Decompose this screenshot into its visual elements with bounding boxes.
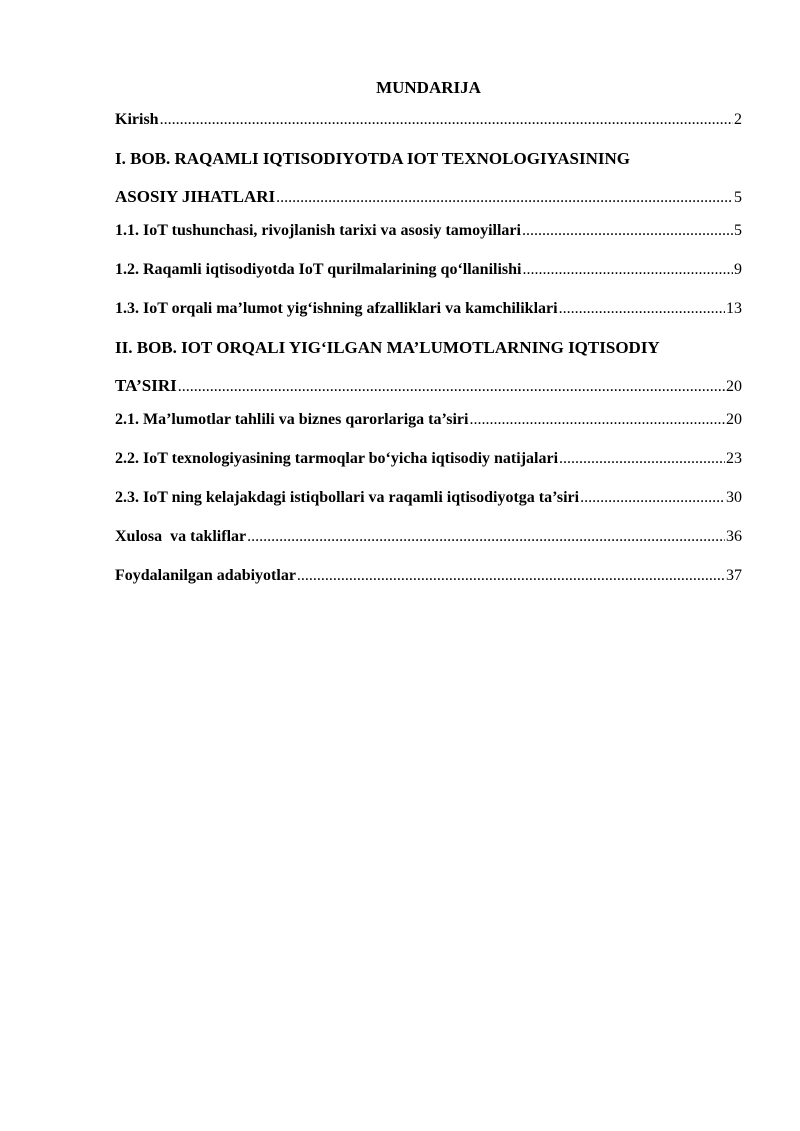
toc-entry-label: Kirish [115,111,159,128]
toc-chapter-heading: I. BOB. RAQAMLI IQTISODIYOTDA IOT TEXNOLOGIYASINING [115,149,631,168]
toc-entry-xulosa[interactable] [115,527,742,547]
toc-entry-page: 5 [734,189,742,206]
dot-leader [469,410,725,430]
toc-entry-1-1[interactable] [115,221,742,241]
toc-entry-label: Foydalanilgan adabiyotlar [115,567,296,584]
toc-entry-kirish[interactable] [115,110,742,130]
toc-entry-2-2[interactable] [115,449,742,469]
toc-entry-label: 1.3. IoT orqali ma’lumot yig‘ishning afzalliklari va kamchiliklari [115,300,558,317]
dot-leader [522,221,733,241]
toc-entry-1-3[interactable] [115,299,742,319]
dot-leader [276,188,733,208]
dot-leader [160,110,733,130]
toc-entry-page: 9 [734,261,742,278]
toc-chapter-heading: II. BOB. IOT ORQALI YIG‘ILGAN MA’LUMOTLARNING IQTISODIY [115,338,660,357]
toc-entry-label: 1.2. Raqamli iqtisodiyotda IoT qurilmalarining qo‘llanilishi [115,261,522,278]
toc-entry-page: 30 [726,489,742,506]
dot-leader [297,566,725,586]
toc-entry-label: 2.2. IoT texnologiyasining tarmoqlar bo‘yicha iqtisodiy natijalari [115,450,559,467]
toc-entry-label: 2.3. IoT ning kelajakdagi istiqbollari va raqamli iqtisodiyotga ta’siri [115,489,580,506]
dot-leader [178,377,725,397]
dot-leader [247,527,725,547]
dot-leader [559,449,725,469]
dot-leader [559,299,725,319]
toc-entry-label: ASOSIY JIHATLARI [115,187,276,206]
toc-entry-page: 37 [726,567,742,584]
toc-entry-page: 5 [734,222,742,239]
toc-entry-label: Xulosa va takliflar [115,528,247,545]
toc-entry-page: 20 [726,411,742,428]
toc-entry-1-2[interactable] [115,260,742,280]
toc-entry-2-3[interactable] [115,488,742,508]
toc-entry-page: 36 [726,528,742,545]
toc-entry-chapter-2[interactable] [115,338,742,397]
toc-entry-page: 23 [726,450,742,467]
toc-entry-page: 2 [734,111,742,128]
toc-entry-label: 1.1. IoT tushunchasi, rivojlanish tarixi va asosiy tamoyillari [115,222,521,239]
toc-entry-2-1[interactable] [115,410,742,430]
dot-leader [580,488,725,508]
toc-entry-page: 13 [726,300,742,317]
toc-entry-label: 2.1. Ma’lumotlar tahlili va biznes qarorlariga ta’siri [115,411,469,428]
toc-entry-label: TA’SIRI [115,376,177,395]
toc-entry-page: 20 [726,378,742,395]
toc-entry-adabiyotlar[interactable] [115,566,742,586]
dot-leader [522,260,733,280]
toc-title: MUNDARIJA [376,78,481,97]
toc-entry-chapter-1[interactable] [115,149,742,208]
